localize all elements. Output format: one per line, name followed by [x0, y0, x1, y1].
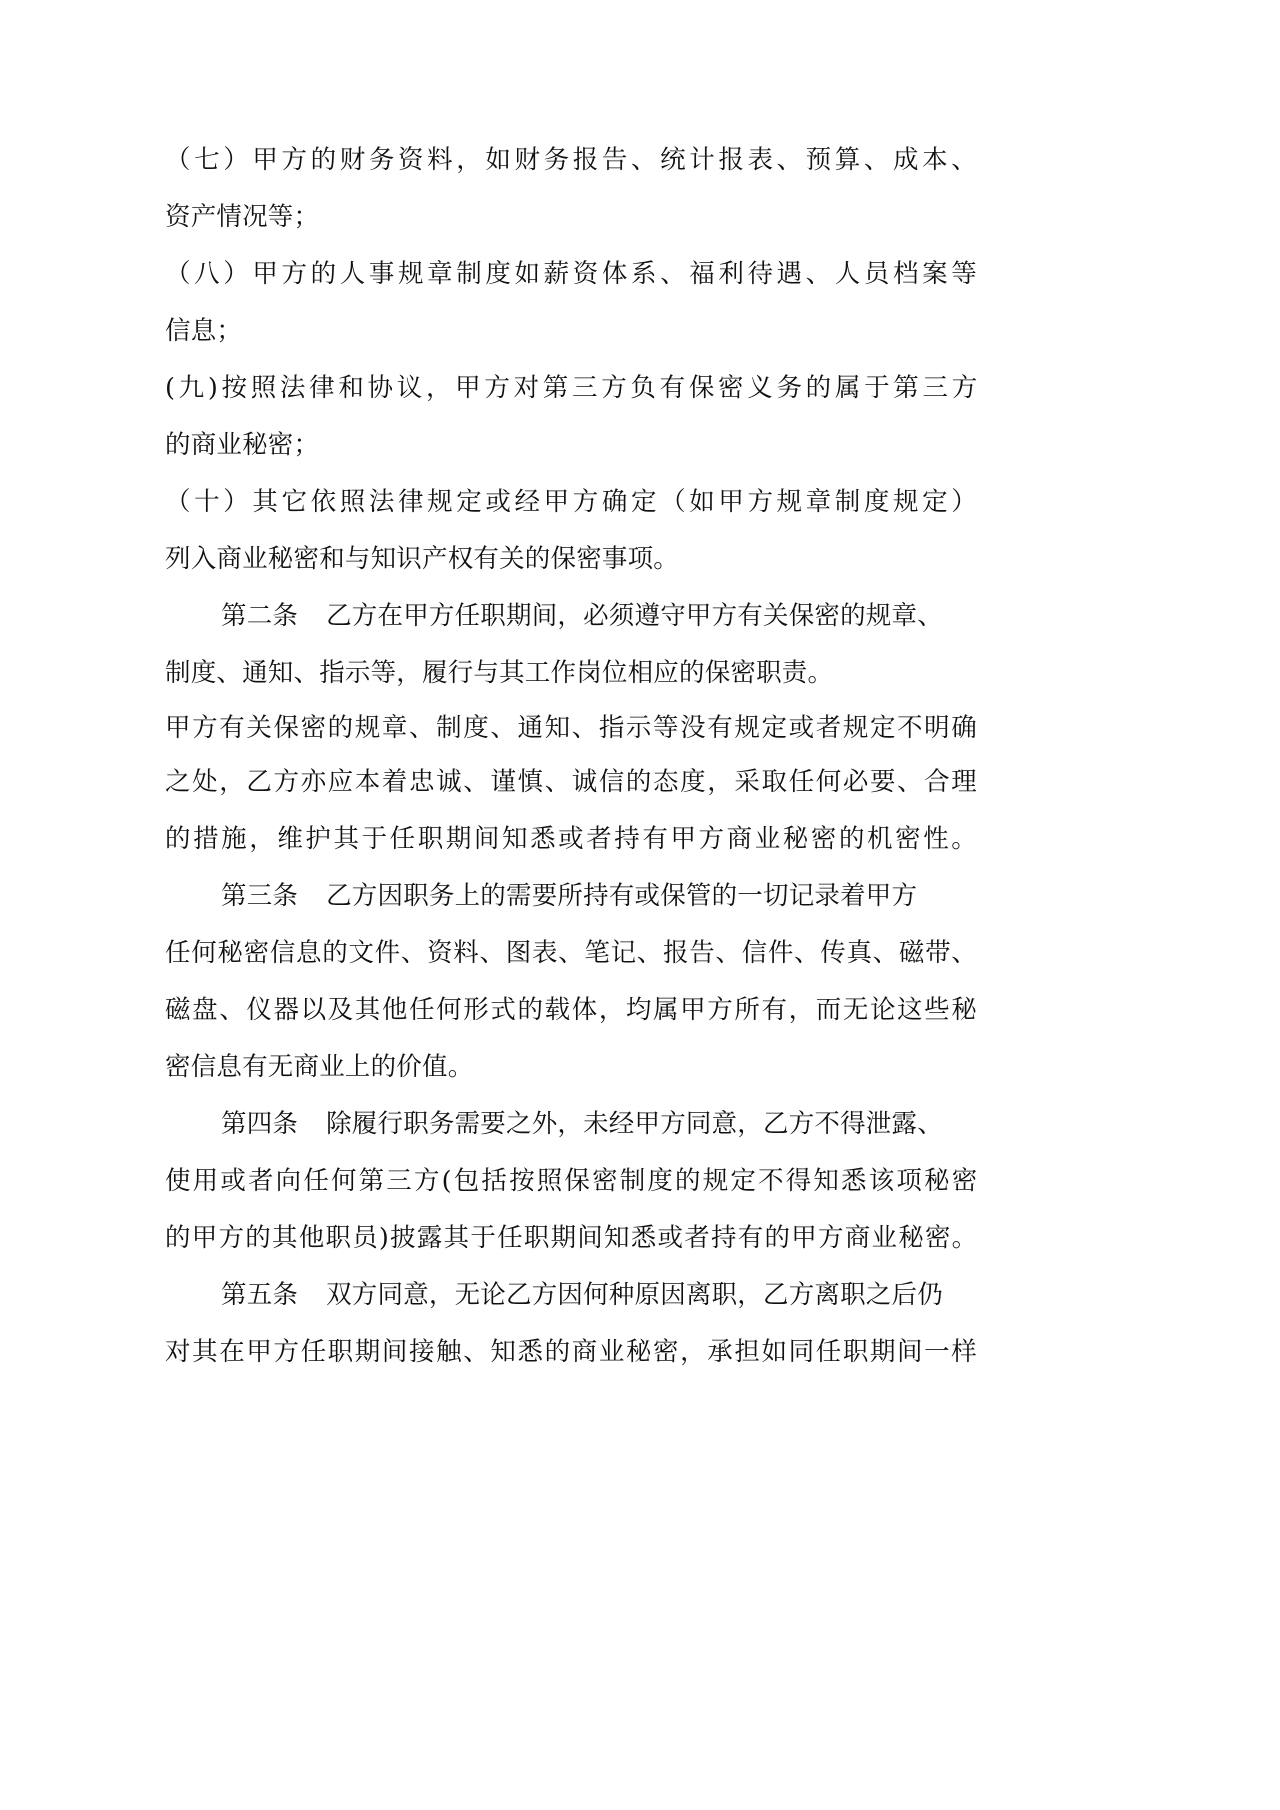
article-heading-line: [165, 588, 977, 645]
paragraph-line: 的商业秘密；: [165, 430, 320, 460]
paragraph-line: 制度、通知、指示等，履行与其工作岗位相应的保密职责。: [165, 658, 834, 688]
paragraph-line: 使用或者向任何第三方(包括按照保密制度的规定不得知悉该项秘密: [165, 1166, 977, 1196]
paragraph-line: 任何秘密信息的文件、资料、图表、笔记、报告、信件、传真、磁带、: [165, 938, 977, 968]
paragraph-line: 的甲方的其他职员)披露其于任职期间知悉或者持有的甲方商业秘密。: [165, 1223, 977, 1253]
document-text-column: [165, 132, 977, 1381]
article-heading: 第四条: [221, 1109, 299, 1139]
article-body-text: 双方同意，无论乙方因何种原因离职，乙方离职之后仍: [326, 1280, 943, 1310]
article-heading-line: [165, 868, 977, 925]
article-heading-line: [165, 1267, 977, 1324]
article-body-text: 除履行职务需要之外，未经甲方同意，乙方不得泄露、: [326, 1109, 943, 1139]
paragraph-line: 密信息有无商业上的价值。: [165, 1052, 474, 1082]
article-heading-line: [165, 1096, 977, 1153]
paragraph-line: 资产情况等；: [165, 202, 320, 232]
article-heading: 第二条: [221, 601, 299, 631]
paragraph-line: 的措施，维护其于任职期间知悉或者持有甲方商业秘密的机密性。: [165, 824, 977, 854]
paragraph-line: （十）其它依照法律规定或经甲方确定（如甲方规章制度规定）: [165, 487, 977, 517]
article-heading: 第五条: [221, 1280, 299, 1310]
paragraph-line: 磁盘、仪器以及其他任何形式的载体，均属甲方所有，而无论这些秘: [165, 995, 977, 1025]
paragraph-line: 信息；: [165, 316, 243, 346]
paragraph-line: 之处，乙方亦应本着忠诚、谨慎、诚信的态度，采取任何必要、合理: [165, 767, 977, 797]
paragraph-line: 对其在甲方任职期间接触、知悉的商业秘密，承担如同任职期间一样: [165, 1337, 977, 1367]
paragraph-line: 列入商业秘密和与知识产权有关的保密事项。: [165, 544, 680, 574]
paragraph-line: （八）甲方的人事规章制度如薪资体系、福利待遇、人员档案等: [165, 259, 977, 289]
paragraph-line: 甲方有关保密的规章、制度、通知、指示等没有规定或者规定不明确: [165, 713, 977, 743]
article-body-text: 乙方在甲方任职期间，必须遵守甲方有关保密的规章、: [326, 601, 943, 631]
paragraph-line: （七）甲方的财务资料，如财务报告、统计报表、预算、成本、: [165, 145, 977, 175]
paragraph-line: (九)按照法律和协议，甲方对第三方负有保密义务的属于第三方: [165, 373, 977, 403]
article-heading: 第三条: [221, 881, 299, 911]
article-body-text: 乙方因职务上的需要所持有或保管的一切记录着甲方: [326, 881, 918, 911]
